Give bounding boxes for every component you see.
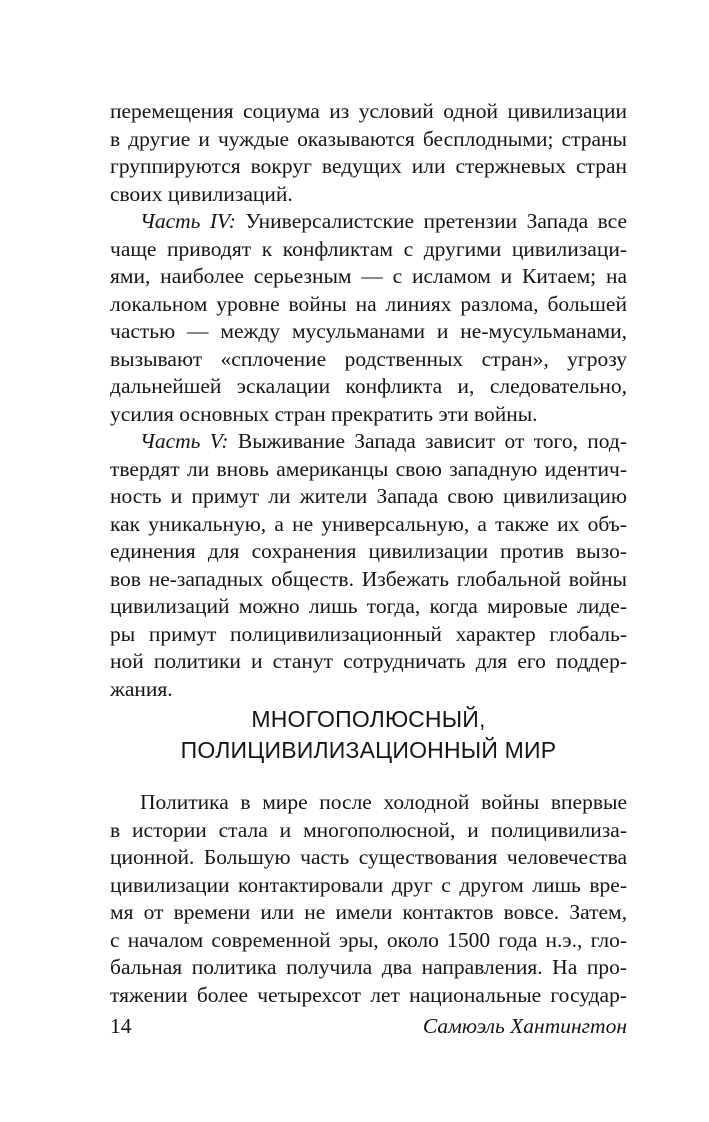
text-line: единения для сохранения цивилизации против вызо-: [110, 539, 627, 563]
part-iv-label: Часть IV:: [140, 209, 236, 233]
text-line: как уникальную, а не универсальную, а также их объ-: [110, 511, 627, 536]
paragraph-part-v: [110, 428, 627, 703]
text-line: локальном уровне войны на линиях разлома, большей: [110, 291, 627, 316]
text-line: частью — между мусульманами и не-мусульманами,: [110, 319, 627, 343]
text-line: твердят ли вновь американцы свою западную идентич-: [110, 456, 627, 481]
text-line: тяжении более четырехсот лет национальные государ-: [110, 982, 627, 1007]
text-line: дальнейшей эскалации конфликта и, следовательно,: [110, 374, 627, 398]
text-line: группируются вокруг ведущих или стержневых стран: [110, 154, 627, 178]
text-line: ями, наиболее серьезным — с исламом и Китаем; на: [110, 264, 627, 288]
text-line: усилия основных стран прекратить эти войны.: [110, 401, 538, 426]
text-line: бальная политика получила два направления. На про-: [110, 955, 627, 979]
text-line: в истории стала и многополюсной, и полицивилиза-: [110, 817, 627, 842]
text-line: вызывают «сплочение родственных стран», угрозу: [110, 346, 627, 371]
page-body: [110, 98, 627, 703]
text-line: мя от времени или не имели контактов вовсе. Затем,: [110, 900, 627, 924]
part-v-label: Часть V:: [140, 429, 229, 453]
text-line: с началом современной эры, около 1500 года н.э., гло-: [110, 927, 627, 952]
text-line: ной политики и станут сотрудничать для его поддер-: [110, 649, 627, 673]
paragraph-continuation: [110, 98, 627, 208]
text-line: чаще приводят к конфликтам с другими цивилизаци-: [110, 236, 627, 261]
page-footer: [110, 1012, 627, 1040]
text-line: в другие и чуждые оказываются бесплодными; страны: [110, 126, 627, 151]
text-line: перемещения социума из условий одной цивилизации: [110, 99, 627, 123]
section-heading-line-2: ПОЛИЦИВИЛИЗАЦИОННЫЙ МИР: [180, 737, 557, 763]
text-line: [110, 428, 627, 456]
running-footer-author: Самюэль Хантингтон: [422, 1014, 627, 1038]
part-v-first-line: Выживание Запада зависит от того, под-: [228, 429, 627, 453]
paragraph-part-iv: [110, 208, 627, 428]
text-line: жания.: [110, 676, 173, 701]
part-iv-first-line: Универсалистские претензии Запада все: [235, 209, 627, 233]
text-line: [110, 208, 627, 236]
page-number: 14: [110, 1014, 132, 1038]
text-line: ность и примут ли жители Запада свою цивилизацию: [110, 484, 627, 508]
text-line: вов не-западных обществ. Избежать глобальной войны: [110, 566, 627, 591]
section-heading-line-1: МНОГОПОЛЮСНЫЙ,: [251, 706, 486, 732]
text-line: ры примут полицивилизационный характер глобаль-: [110, 621, 627, 646]
text-line: Политика в мире после холодной войны впервые: [140, 790, 627, 814]
text-line: цивилизаций можно лишь тогда, когда мировые лиде-: [110, 594, 627, 618]
text-line: ционной. Большую часть существования человечества: [110, 845, 627, 869]
section-heading: [110, 704, 627, 766]
paragraph-multipolar: [110, 789, 627, 1009]
text-line: своих цивилизаций.: [110, 181, 293, 206]
text-line: цивилизации контактировали друг с другом лишь вре-: [110, 872, 627, 897]
